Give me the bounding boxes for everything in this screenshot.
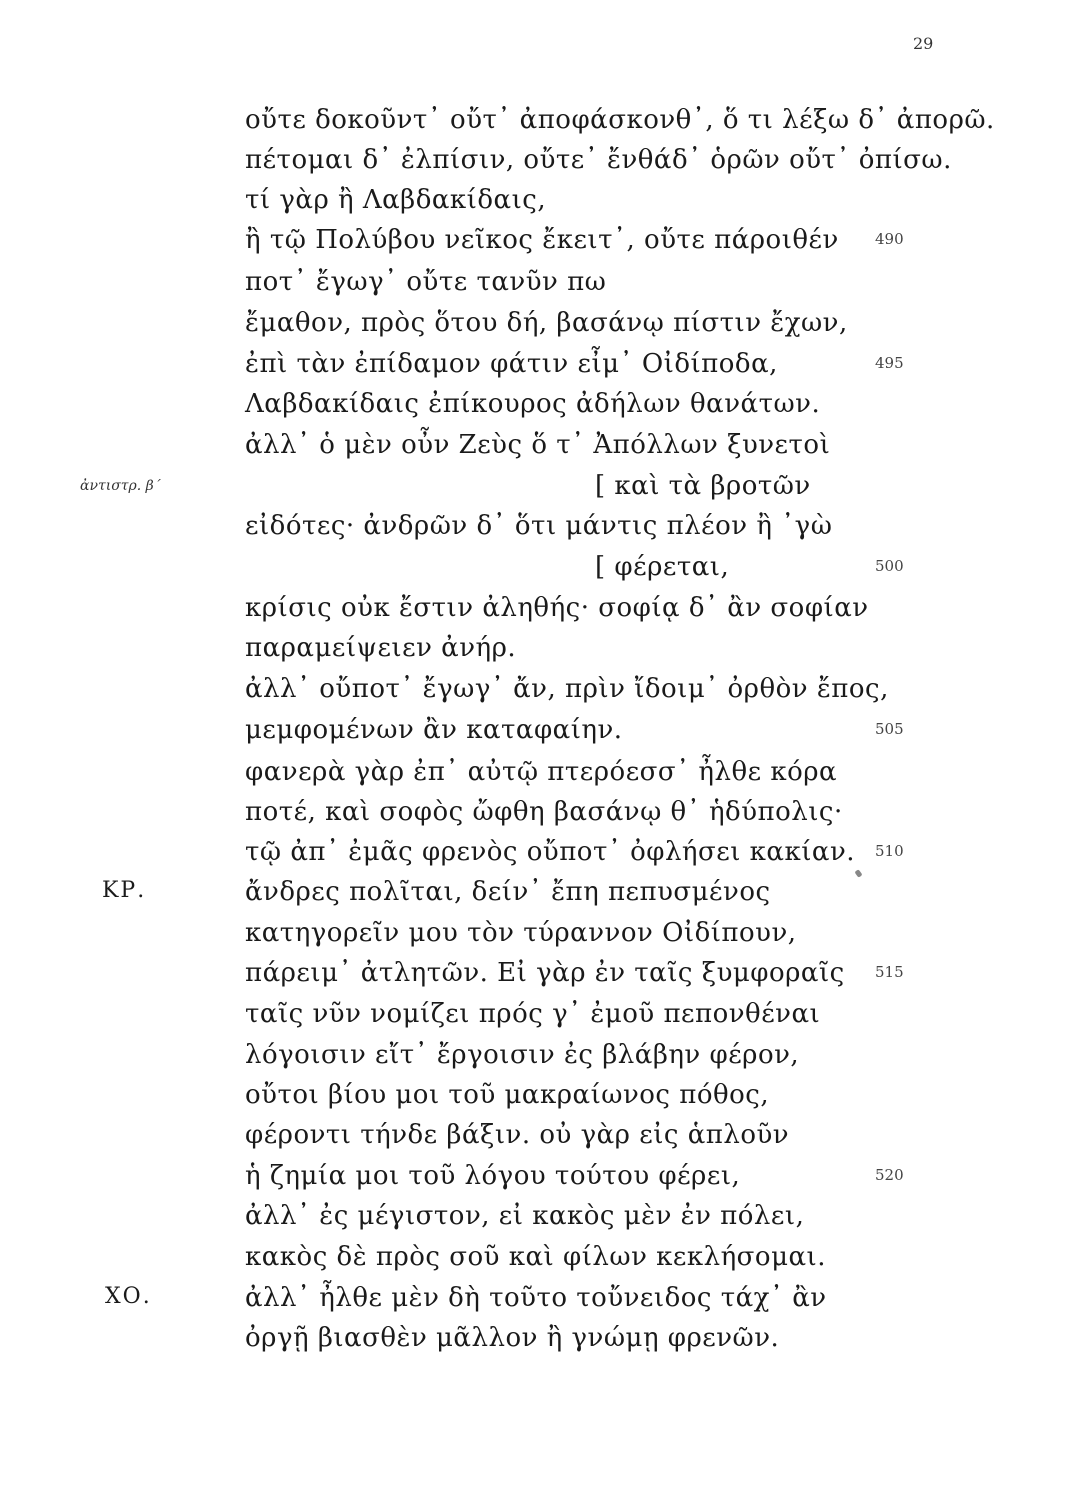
verse-text: οὔτοι βίου μοι τοῦ μακραίωνος πόθος, — [245, 1080, 770, 1110]
verse-line — [0, 220, 1070, 260]
verse-text: κακὸς δὲ πρὸς σοῦ καὶ φίλων κεκλήσομαι. — [245, 1242, 826, 1272]
verse-text: ταῖς νῦν νομίζει πρός γ᾽ ἐμοῦ πεπονθέναι — [245, 999, 821, 1029]
verse-line — [0, 425, 1070, 465]
verse-text: Λαβδακίδαις ἐπίκουρος ἀδήλων θανάτων. — [245, 389, 821, 419]
verse-line — [0, 953, 1070, 993]
verse-line — [0, 384, 1070, 424]
verse-text: ἐπὶ τὰν ἐπίδαμον φάτιν εἶμ᾽ Οἰδίποδα, — [245, 349, 778, 379]
verse-text: ἄνδρες πολῖται, δείν᾽ ἔπη πεπυσμένος — [245, 877, 771, 907]
verse-line — [0, 588, 1070, 628]
page-number: 29 — [913, 34, 934, 53]
verse-line — [0, 1237, 1070, 1277]
verse-text: ἡ ζημία μοι τοῦ λόγου τούτου φέρει, — [245, 1161, 741, 1191]
verse-line — [0, 1278, 1070, 1318]
verse-text: ποτέ, καὶ σοφὸς ὤφθη βασάνῳ θ᾽ ἡδύπολις· — [245, 797, 843, 827]
verse-text: παραμείψειεν ἀνήρ. — [245, 633, 517, 663]
verse-line — [0, 1075, 1070, 1115]
verse-text: ἢ τῷ Πολύβου νεῖκος ἔκειτ᾽, οὔτε πάροιθέν — [245, 225, 839, 255]
verse-text: ἀλλ᾽ ἐς μέγιστον, εἰ κακὸς μὲν ἐν πόλει, — [245, 1201, 805, 1231]
verse-line — [0, 669, 1070, 709]
verse-text: ἀλλ᾽ ἦλθε μὲν δὴ τοῦτο τοὔνειδος τάχ᾽ ἂν — [245, 1283, 827, 1313]
verse-text: τῷ ἀπ᾽ ἐμᾶς φρενὸς οὔποτ᾽ ὀφλήσει κακίαν. — [245, 837, 856, 867]
line-number: 505 — [875, 720, 904, 738]
verse-line — [0, 466, 1070, 506]
line-number: 510 — [875, 842, 904, 860]
verse-line — [0, 1115, 1070, 1155]
verse-line — [0, 506, 1070, 546]
verse-line — [0, 994, 1070, 1034]
verse-text: ὀργῇ βιασθὲν μᾶλλον ἢ γνώμῃ φρενῶν. — [245, 1323, 780, 1353]
verse-line — [0, 1318, 1070, 1358]
verse-line — [0, 792, 1070, 832]
verse-text: πέτομαι δ᾽ ἐλπίσιν, οὔτε᾽ ἔνθάδ᾽ ὁρῶν οὔτ᾽ ὀπίσω. — [245, 145, 952, 175]
verse-line — [0, 710, 1070, 750]
verse-line — [0, 913, 1070, 953]
verse-text: κατηγορεῖν μου τὸν τύραννον Οἰδίπουν, — [245, 918, 797, 948]
verse-line — [0, 344, 1070, 384]
line-number: 520 — [875, 1166, 904, 1184]
verse-text: [ φέρεται, — [595, 552, 730, 582]
verse-line — [0, 872, 1070, 912]
verse-line — [0, 1196, 1070, 1236]
verse-text: [ καὶ τὰ βροτῶν — [595, 471, 811, 501]
marginal-note: ἀντιστρ. β´ — [80, 478, 161, 494]
verse-text: φέροντι τήνδε βάξιν. οὐ γὰρ εἰς ἁπλοῦν — [245, 1120, 790, 1150]
verse-line — [0, 547, 1070, 587]
verse-text: οὔτε δοκοῦντ᾽ οὔτ᾽ ἀποφάσκονθ᾽, ὅ τι λέξω δ᾽ ἀπορῶ. — [245, 105, 995, 135]
verse-line — [0, 752, 1070, 792]
verse-text: φανερὰ γὰρ ἐπ᾽ αὐτῷ πτερόεσσ᾽ ἦλθε κόρα — [245, 757, 838, 787]
verse-line — [0, 1156, 1070, 1196]
verse-text: ἀλλ᾽ ὁ μὲν οὖν Ζεὺς ὅ τ᾽ Ἀπόλλων ξυνετοὶ — [245, 430, 831, 460]
verse-text: πάρειμ᾽ ἀτλητῶν. Εἰ γὰρ ἐν ταῖς ξυμφοραῖς — [245, 958, 845, 988]
line-number: 500 — [875, 557, 904, 575]
verse-text: κρίσις οὐκ ἔστιν ἀληθής· σοφίᾳ δ᾽ ἂν σοφίαν — [245, 593, 869, 623]
verse-line — [0, 1035, 1070, 1075]
verse-line — [0, 180, 1070, 220]
verse-text: τί γὰρ ἢ Λαβδακίδαις, — [245, 185, 547, 215]
verse-text: μεμφομένων ἂν καταφαίην. — [245, 715, 623, 745]
verse-line — [0, 832, 1070, 872]
verse-text: ποτ᾽ ἔγωγ᾽ οὔτε τανῦν πω — [245, 267, 607, 297]
verse-text: λόγοισιν εἴτ᾽ ἔργοισιν ἐς βλάβην φέρον, — [245, 1040, 800, 1070]
verse-line — [0, 140, 1070, 180]
line-number: 490 — [875, 230, 904, 248]
speaker-label: ΚΡ. — [102, 878, 147, 903]
line-number: 495 — [875, 354, 904, 372]
verse-line — [0, 100, 1070, 140]
line-number: 515 — [875, 963, 904, 981]
verse-text: εἰδότες· ἀνδρῶν δ᾽ ὅτι μάντις πλέον ἢ ᾽γὼ — [245, 511, 833, 541]
verse-text: ἔμαθον, πρὸς ὅτου δή, βασάνῳ πίστιν ἔχων, — [245, 308, 848, 338]
verse-line — [0, 628, 1070, 668]
speaker-label: ΧΟ. — [105, 1284, 152, 1309]
verse-text: ἀλλ᾽ οὔποτ᾽ ἔγωγ᾽ ἄν, πρὶν ἴδοιμ᾽ ὀρθὸν ἔπος, — [245, 674, 889, 704]
verse-line — [0, 303, 1070, 343]
verse-line — [0, 262, 1070, 302]
